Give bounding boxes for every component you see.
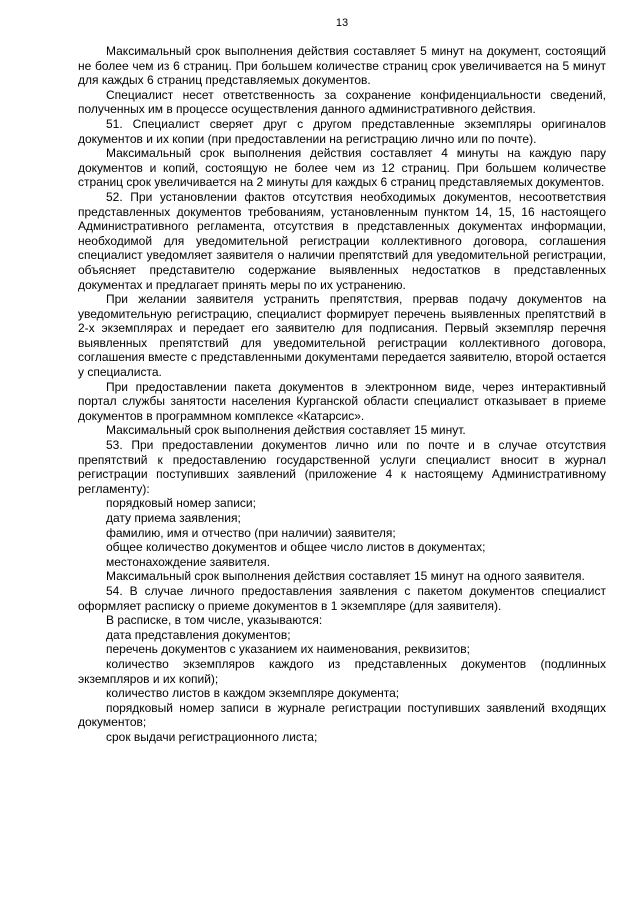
paragraph-7: При предоставлении пакета документов в электронном виде, через интерактивный портал службы занятости населения Курганской области специалист отказывает в приеме документов в программном комплексе «Катарсис». [78, 379, 606, 423]
paragraph-2: Специалист несет ответственность за сохранение конфиденциальности сведений, полученных им в процессе осуществления данного административного действия. [78, 87, 606, 117]
list-intro: В расписке, в том числе, указываются: [106, 613, 323, 628]
paragraph-10: Максимальный срок выполнения действия составляет 15 минут на одного заявителя. [106, 569, 585, 584]
list-item: порядковый номер записи; [106, 496, 256, 511]
list-item: перечень документов с указанием их наименования, реквизитов; [106, 642, 470, 657]
paragraph-1: Максимальный срок выполнения действия составляет 5 минут на документ, состоящий не более чем из 6 страниц. При большем количестве страниц срок увеличивается на 5 минут для каждых 6 страниц представляемых документов. [78, 44, 606, 88]
paragraph-5: 52. При установлении фактов отсутствия необходимых документов, несоответствия представленных документов требованиям, установленным пунктом 14, 15, 16 настоящего Административного регламента, отсутствия в представленных документах информации, необходимой для уведомительной регистрации коллективного договора, соглашения специалист уведомляет заявителя о наличии препятствий для уведомительной регистрации, объясняет представителю содержание выявленных недостатков в представленных документах и предлагает принять меры по их устранению. [78, 189, 606, 292]
list-item: фамилию, имя и отчество (при наличии) заявителя; [106, 525, 396, 540]
page-number: 13 [335, 17, 349, 29]
paragraph-6: При желании заявителя устранить препятствия, прервав подачу документов на уведомительную регистрацию, специалист формирует перечень выявленных препятствий в 2-х экземплярах и передает его заявителю для подписания. Первый экземпляр перечня выявленных препятствий для уведомительной регистрации коллективного договора, соглашения вместе с представленными документами передается заявителю, второй остается у специалиста. [78, 292, 606, 380]
list-item: порядковый номер записи в журнале регистрации поступивших заявлений входящих документов; [78, 700, 606, 730]
paragraph-4: Максимальный срок выполнения действия составляет 4 минуты на каждую пару документов и копий, состоящую не более чем из 12 страниц. При большем количестве страниц срок увеличивается на 2 минуты для каждых 6 страниц представляемых документов. [78, 146, 606, 190]
list-item: дата представления документов; [106, 627, 291, 642]
list-item: количество листов в каждом экземпляре документа; [106, 686, 400, 701]
paragraph-8: Максимальный срок выполнения действия составляет 15 минут. [106, 423, 466, 438]
list-item: дату приема заявления; [106, 511, 241, 525]
paragraph-3: 51. Специалист сверяет друг с другом представленные экземпляры оригиналов документов и их копии (при предоставлении на регистрацию лично или по почте). [78, 116, 606, 146]
list-item: количество экземпляров каждого из представленных документов (подлинных экземпляров и их копий); [78, 656, 606, 686]
paragraph-11: 54. В случае личного предоставления заявления с пакетом документов специалист оформляет расписку о приеме документов в 1 экземпляре (для заявителя). [78, 583, 606, 613]
paragraph-9: 53. При предоставлении документов лично или по почте и в случае отсутствия препятствий к предоставлению государственной услуги специалист вносит в журнал регистрации поступивших заявлений (приложение 4 к настоящему Административному регламенту): [78, 438, 606, 496]
list-item: общее количество документов и общее число листов в документах; [106, 540, 486, 555]
list-item: срок выдачи регистрационного листа; [106, 729, 318, 744]
document-body [78, 44, 606, 745]
list-item: местонахождение заявителя. [106, 554, 270, 569]
